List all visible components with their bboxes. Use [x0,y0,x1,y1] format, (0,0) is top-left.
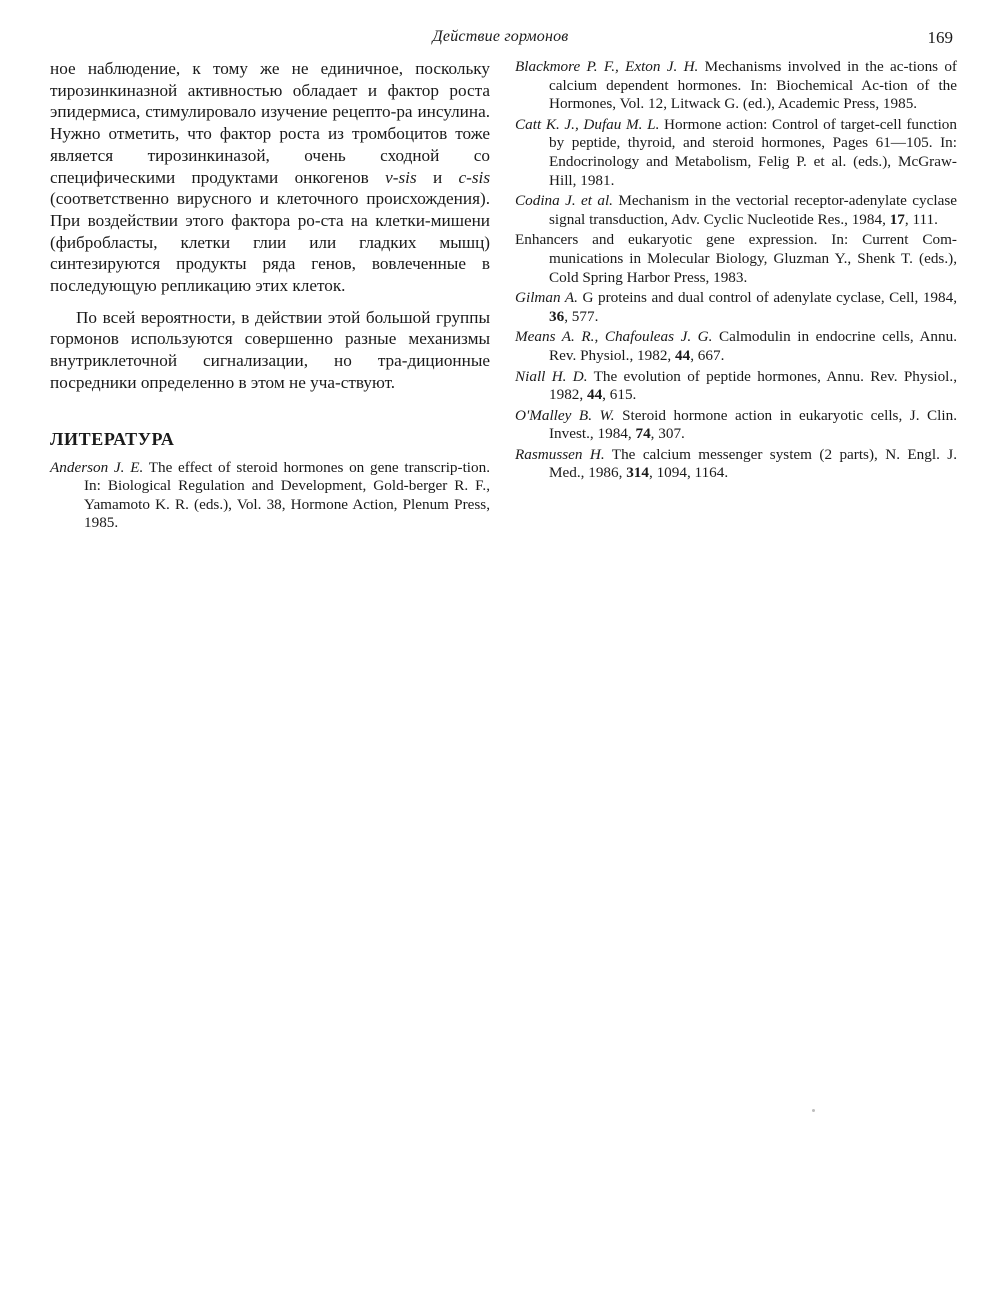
reference-volume: 44 [586,386,603,404]
reference-pages: , 111. [904,210,938,228]
reference-authors: Means A. R., Chafouleas J. G. [515,328,713,346]
reference-item [50,459,490,533]
literature-heading: ЛИТЕРАТУРА [50,428,175,449]
reference-authors: O'Malley B. W. [515,406,615,424]
reference-authors: Catt K. J., Dufau M. L. [515,115,660,133]
reference-authors: Rasmussen H. [515,445,605,463]
reference-text: Hormone action: Control of target-cell function by peptide, thyroid, and steroid hormones, Pages 61—105. In: Endocrinology and Metabolism, Felig P. et al. (eds.), McGraw-Hill, 1981. [549,115,957,189]
right-column [515,58,957,485]
reference-volume: 17 [889,210,905,228]
reference-item [515,328,957,365]
reference-pages: , 307. [650,425,685,443]
reference-volume: 314 [626,464,649,482]
page-number: 169 [927,28,953,47]
reference-item [515,407,957,444]
left-column [50,58,490,535]
running-head [0,28,1001,52]
body-paragraph-1 [50,58,490,297]
paragraph-1-text-a: ное наблюдение, к тому же не единичное, поскольку тирозинкиназной активностью обладает и фактор роста эпидермиса, стимулировало изучение рецепто-ра инсулина. Нужно отметить, что фактор роста из тромбоцитов тоже является тирозинкиназой, очень сходной со специфическими продуктами онкогенов [50,59,490,187]
reference-text: Steroid hormone action in eukaryotic cells, J. Clin. Invest., 1984, [549,406,957,443]
reference-volume: 44 [675,346,691,364]
body-paragraph-2: По всей вероятности, в действии этой большой группы гормонов используются совершенно разные механизмы внутриклеточной сигнализации, но тра-диционные посредники определенно в этом не уча-ствуют. [50,307,490,392]
reference-item [515,289,957,326]
reference-text: The effect of steroid hormones on gene transcrip-tion. In: Biological Regulation and Development, Gold-berger R. F., Yamamoto K. R. (eds.), Vol. 38, Hormone Action, Plenum Press, 1985. [84,458,490,532]
reference-text: Calmodulin in endocrine cells, Annu. Rev. Physiol., 1982, [549,328,957,364]
reference-volume: 36 [549,307,565,325]
reference-text: Enhancers and eukaryotic gene expression. In: Current Com-munications in Molecular Biology, Gluzman Y., Shenk T. (eds.), Cold Spring Harbor Press, 1983. [515,231,957,286]
reference-text: The calcium messenger system (2 parts), N. Engl. J. Med., 1986, [549,445,957,482]
oncogene-term-c-sis: c-sis [458,167,491,187]
reference-item [515,368,957,405]
paragraph-1-text-b: и [416,167,459,187]
reference-pages: , 615. [602,386,637,404]
reference-pages: , 1094, 1164. [648,464,729,482]
oncogene-term-v-sis: v-sis [385,167,417,187]
reference-authors: Niall H. D. [515,367,588,385]
reference-text: Mechanism in the vectorial receptor-adenylate cyclase signal transduction, Adv. Cyclic Nucleotide Res., 1984, [549,192,957,228]
reference-authors: Gilman A. [515,289,578,307]
reference-text: The evolution of peptide hormones, Annu. Rev. Physiol., 1982, [549,367,957,404]
reference-volume: 74 [635,425,651,443]
scan-speck [812,1109,815,1112]
reference-text: G proteins and dual control of adenylate cyclase, Cell, 1984, [577,289,957,307]
reference-item [515,192,957,229]
paragraph-1-text-c: (соответственно вирусного и клеточного происхождения). При воздействии этого фактора ро-ста на клетки-мишени (фибробласты, клетки глии или гладких мышц) синтезируются продукты ряда генов, вовлеченные в последующую репликацию этих клеток. [50,189,490,296]
reference-item [515,231,957,287]
reference-text: Mechanisms involved in the ac-tions of calcium dependent hormones. In: Biochemical Ac-tion of the Hormones, Vol. 12, Litwack G. (ed.), Academic Press, 1985. [549,58,957,113]
running-title: Действие гормонов [432,28,569,45]
reference-authors: Anderson J. E. [50,458,144,476]
reference-item [515,116,957,190]
reference-item [515,446,957,483]
reference-authors: Codina J. et al. [515,192,613,210]
reference-pages: , 577. [564,307,599,325]
reference-authors: Blackmore P. F., Exton J. H. [515,58,699,75]
reference-pages: , 667. [690,346,725,364]
reference-item [515,58,957,114]
